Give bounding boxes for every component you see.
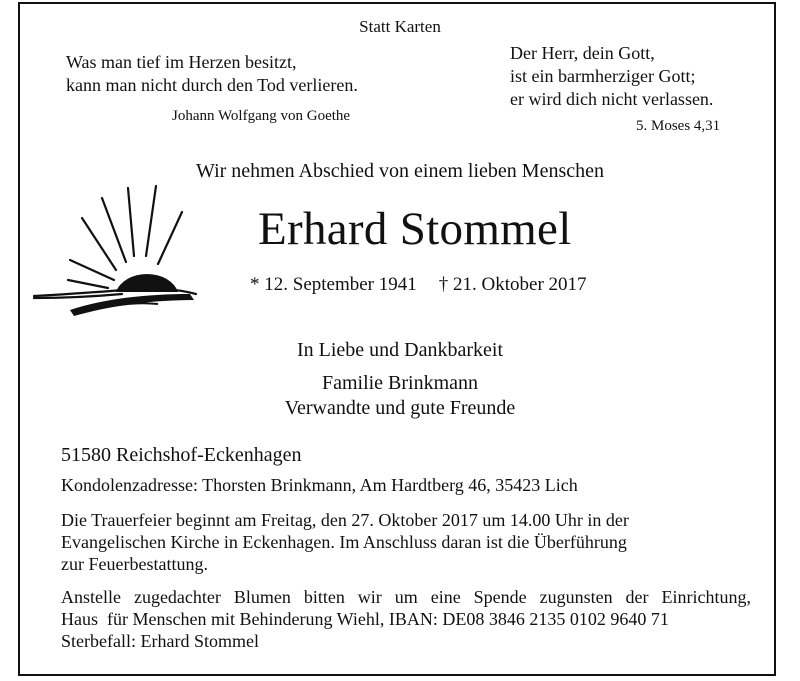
header-label: Statt Karten [359,17,441,36]
thanks-line: In Liebe und Dankbarkeit [296,339,504,361]
donation-info [61,586,751,652]
quote-line: ist ein barmherziger Gott; [510,66,696,86]
death-date: † 21. Oktober 2017 [438,274,587,295]
funeral-info [61,509,629,575]
quote-author: Johann Wolfgang von Goethe [172,108,351,124]
funeral-line: Die Trauerfeier beginnt am Freitag, den 27. Oktober 2017 um 14.00 Uhr in der [61,510,629,530]
funeral-line: zur Feuerbestattung. [61,554,208,574]
bible-quote [510,42,713,111]
goethe-quote [66,51,358,97]
farewell-intro: Wir nehmen Abschied von einem lieben Menschen [196,160,604,182]
bible-reference: 5. Moses 4,31 [636,118,721,134]
donation-line: Haus für Menschen mit Behinderung Wiehl, IBAN: DE08 3846 2135 0102 9640 71 [61,609,669,629]
condolence-address: Kondolenzadresse: Thorsten Brinkmann, Am Hardtberg 46, 35423 Lich [61,475,578,495]
life-dates [250,274,587,296]
city-line: 51580 Reichshof-Eckenhagen [61,444,302,466]
mourners-list [0,371,800,421]
deceased-name: Erhard Stommel [258,203,572,255]
birth-date: * 12. September 1941 [250,274,417,295]
mourner-line: Verwandte und gute Freunde [284,397,516,419]
mourner-line: Familie Brinkmann [321,372,479,394]
donation-line: Sterbefall: Erhard Stommel [61,631,259,651]
quote-line: Der Herr, dein Gott, [510,43,655,63]
sunrise-icon [30,182,205,332]
donation-line: Anstelle zugedachter Blumen bitten wir um eine Spende zugunsten der Einrichtung, [61,587,751,607]
funeral-line: Evangelischen Kirche in Eckenhagen. Im Anschluss daran ist die Überführung [61,532,627,552]
quote-line: er wird dich nicht verlassen. [510,89,714,109]
quote-line: Was man tief im Herzen besitzt, [66,52,297,72]
quote-line: kann man nicht durch den Tod verlieren. [66,75,358,95]
